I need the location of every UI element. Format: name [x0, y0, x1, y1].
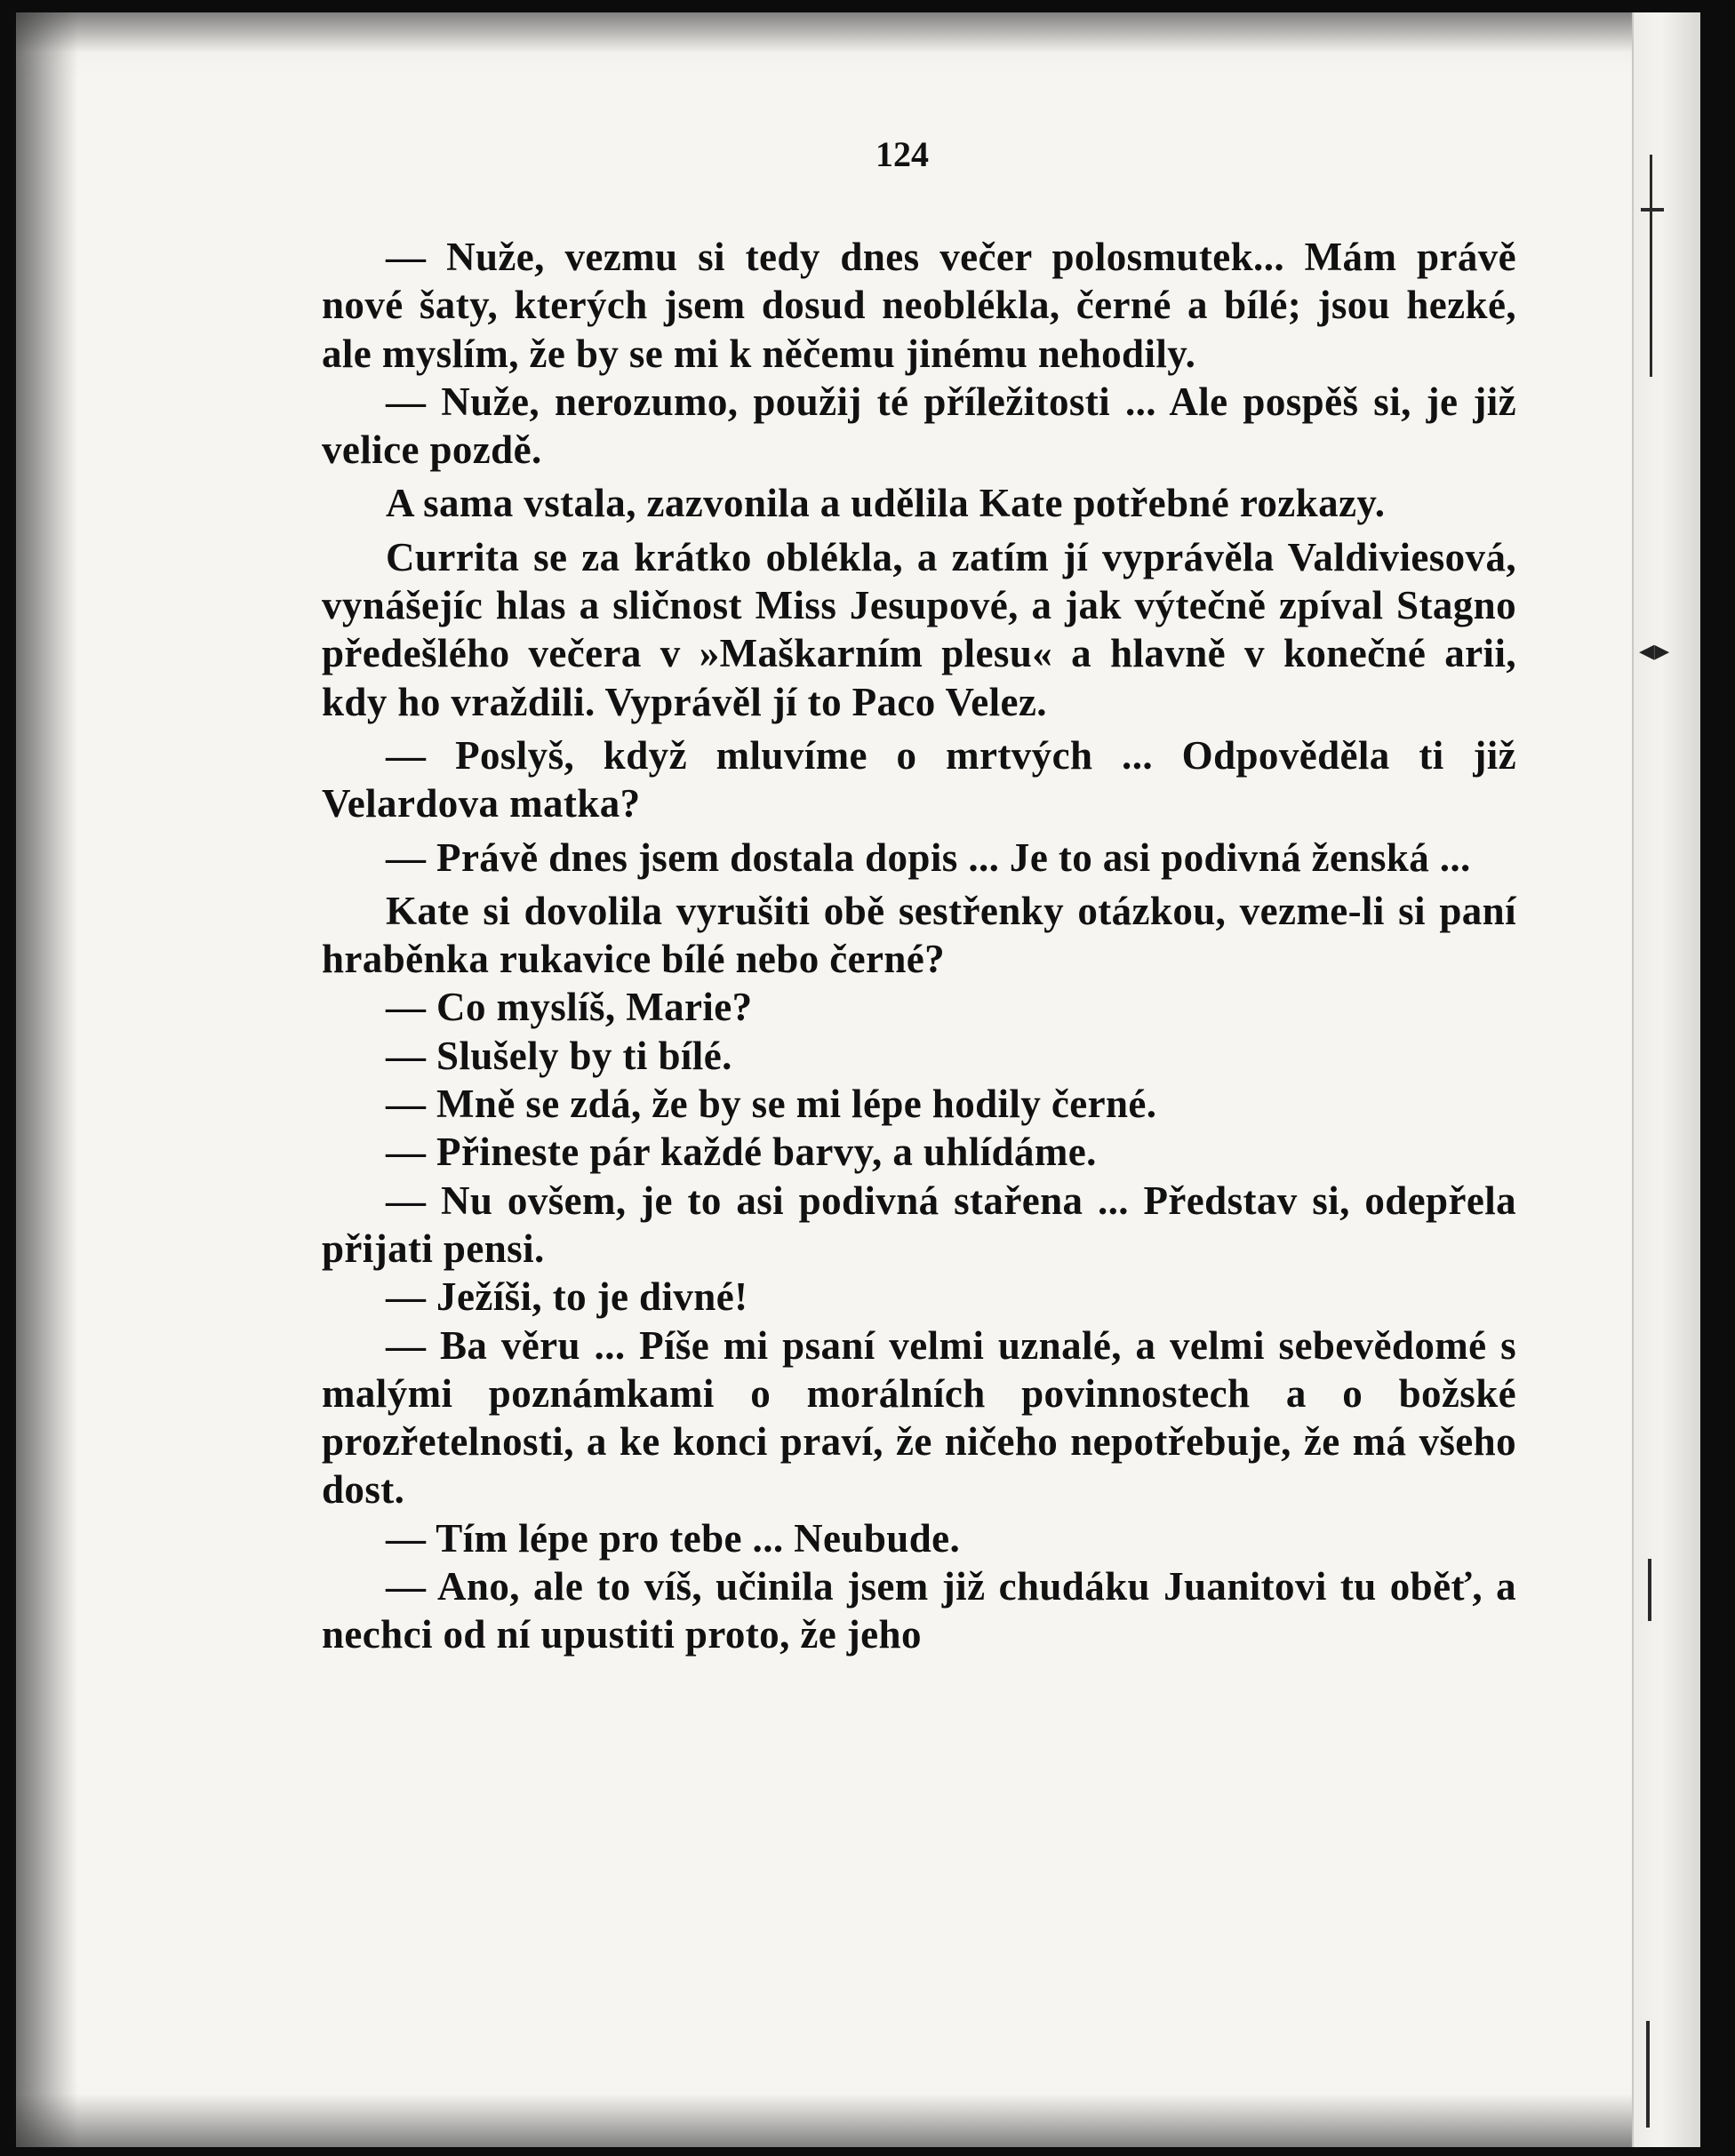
- page-number: 124: [875, 134, 929, 174]
- paragraph: Currita se za krátko oblékla, a zatím jí vyprávěla Valdiviesová, vynášejíc hlas a sličnost Miss Jesupové, a jak výtečně zpíval Stagno předešlého večera v »Maškarním plesu« a hlavně v konečné arii, kdy ho vraždili. Vyprávěl jí to Paco Velez.: [322, 534, 1516, 724]
- page-shadow-left: [16, 12, 78, 2147]
- page-right-margin: [1632, 12, 1700, 2147]
- paragraph: — Mně se zdá, že by se mi lépe hodily černé.: [386, 1082, 1157, 1127]
- page-shadow-top: [16, 12, 1700, 52]
- paragraph: Kate si dovolila vyrušiti obě sestřenky otázkou, vezme-li si paní hraběnka rukavice bílé nebo černé?: [322, 888, 1516, 982]
- paragraph: — Nuže, vezmu si tedy dnes večer polosmutek... Mám právě nové šaty, kterých jsem dosud neoblékla, černé a bílé; jsou hezké, ale myslím, že by se mi k něčemu jinému nehodily.: [322, 235, 1516, 376]
- paragraph: — Slušely by ti bílé.: [386, 1033, 732, 1078]
- body-text: [322, 233, 1516, 1659]
- paragraph: — Přineste pár každé barvy, a uhlídáme.: [386, 1130, 1097, 1175]
- paragraph: — Právě dnes jsem dostala dopis ... Je to asi podivná ženská ...: [386, 834, 1471, 880]
- page-shadow-bottom: [16, 2094, 1700, 2147]
- paragraph: — Nuže, nerozumo, použij té příležitosti ... Ale pospěš si, je již velice pozdě.: [322, 379, 1516, 473]
- paragraph: — Ano, ale to víš, učinila jsem již chudáku Juanitovi tu oběť, a nechci od ní upustiti proto, že jeho: [322, 1564, 1516, 1657]
- paragraph: — Poslyš, když mluvíme o mrtvých ... Odpověděla ti již Velardova matka?: [322, 732, 1516, 826]
- margin-tick-mark: [1648, 1559, 1651, 1621]
- margin-tick-mark: [1641, 208, 1664, 212]
- paragraph: — Ježíši, to je divné!: [386, 1274, 748, 1320]
- margin-rule-line: [1646, 2021, 1650, 2128]
- margin-rule-line: [1650, 155, 1652, 377]
- margin-arrow-icon: ◂▸: [1639, 635, 1670, 667]
- paragraph: — Nu ovšem, je to asi podivná stařena ... Představ si, odepřela přijati pensi.: [322, 1178, 1516, 1271]
- paragraph: — Co myslíš, Marie?: [386, 985, 753, 1030]
- paragraph: — Ba věru ... Píše mi psaní velmi uznalé, a velmi sebevědomé s malými poznámkami o morálních povinnostech a o božské prozřetelnosti, a ke konci praví, že ničeho nepotřebuje, že má všeho dost.: [322, 1322, 1516, 1513]
- paragraph: — Tím lépe pro tebe ... Neubude.: [386, 1515, 961, 1561]
- paragraph: A sama vstala, zazvonila a udělila Kate potřebné rozkazy.: [386, 481, 1386, 526]
